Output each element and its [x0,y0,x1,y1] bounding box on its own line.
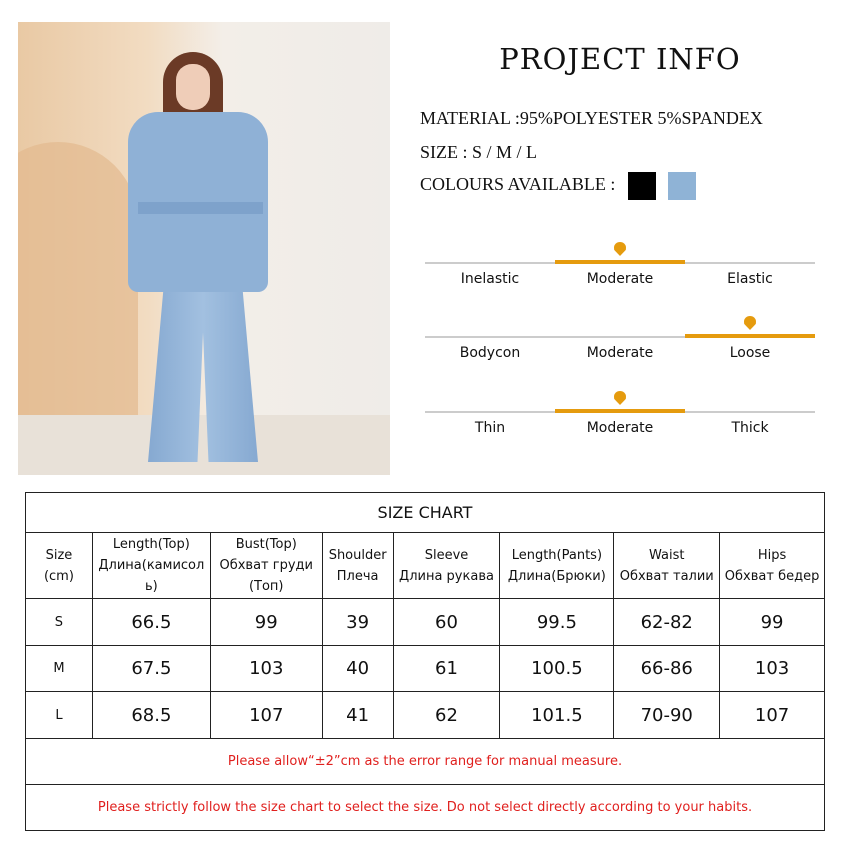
scale-label: Loose [729,345,771,361]
value-cell: 62-82 [614,599,720,646]
scale-label: Moderate [586,271,654,287]
colours-row [420,172,696,200]
color-swatch-blue [668,172,696,200]
attribute-scale [425,262,815,302]
location-pin-icon [614,242,626,256]
table-row [26,692,825,739]
header-line: Обхват талии [619,568,714,584]
column-header [210,533,322,599]
value-cell: 66-86 [614,646,720,692]
scale-label: Bodycon [459,345,521,361]
value-cell: 99 [210,599,322,646]
value-cell: 99 [720,599,825,646]
header-line: Sleeve [424,547,469,563]
scale-highlight [555,409,685,413]
header-line: Shoulder [328,547,387,563]
header-line: Длина(камисол ь) [98,558,205,594]
table-row [26,646,825,692]
scale-label: Moderate [586,345,654,361]
size-cell: M [26,646,93,692]
column-header [500,533,614,599]
value-cell: 60 [393,599,500,646]
column-header [393,533,500,599]
error-range-note: Please allow“±2”cm as the error range for manual measure. [26,739,825,785]
location-pin-icon [744,316,756,330]
column-header [26,533,93,599]
table-row [26,599,825,646]
scale-label: Moderate [586,420,654,436]
value-cell: 100.5 [500,646,614,692]
scale-highlight [685,334,815,338]
size-text: SIZE : S / M / L [420,142,538,162]
header-line: Length(Pants) [511,547,603,563]
value-cell: 103 [210,646,322,692]
value-cell: 99.5 [500,599,614,646]
model-figure [108,42,308,472]
value-cell: 41 [322,692,393,739]
column-header [720,533,825,599]
location-pin-icon [614,391,626,405]
scale-label: Thick [731,420,769,436]
size-chart-table [25,492,825,831]
colours-label: COLOURS AVAILABLE : [420,174,616,195]
value-cell: 103 [720,646,825,692]
size-cell: S [26,599,93,646]
header-line: Плеча [336,568,379,584]
header-line: Bust(Top) [235,537,297,552]
header-line: Длина(Брюки) [507,568,606,584]
header-line: Length(Top) [112,537,190,552]
column-header [92,533,210,599]
header-line: Size [45,547,73,563]
size-cell: L [26,692,93,739]
value-cell: 107 [210,692,322,739]
value-cell: 101.5 [500,692,614,739]
material-text: MATERIAL :95%POLYESTER 5%SPANDEX [420,108,763,128]
attribute-scale [425,336,815,376]
value-cell: 39 [322,599,393,646]
scale-label: Inelastic [460,271,520,287]
value-cell: 66.5 [92,599,210,646]
column-header [322,533,393,599]
header-line: Обхват груди (Топ) [219,558,313,594]
value-cell: 70-90 [614,692,720,739]
header-line: Обхват бедер [724,568,820,584]
size-advice-note: Please strictly follow the size chart to select the size. Do not select directly according to your habits. [26,785,825,831]
value-cell: 61 [393,646,500,692]
value-cell: 40 [322,646,393,692]
color-swatch-black [628,172,656,200]
project-info-title: PROJECT INFO [499,42,741,76]
product-photo [18,22,390,475]
scale-label: Elastic [727,271,773,287]
size-chart-title: SIZE CHART [26,493,825,533]
value-cell: 68.5 [92,692,210,739]
scale-label: Thin [474,420,506,436]
column-header [614,533,720,599]
attribute-scale [425,411,815,451]
header-line: Длина рукава [399,568,494,584]
header-line: Waist [649,547,685,563]
header-line: (cm) [43,568,74,584]
header-line: Hips [757,547,787,563]
value-cell: 67.5 [92,646,210,692]
value-cell: 62 [393,692,500,739]
scale-highlight [555,260,685,264]
value-cell: 107 [720,692,825,739]
